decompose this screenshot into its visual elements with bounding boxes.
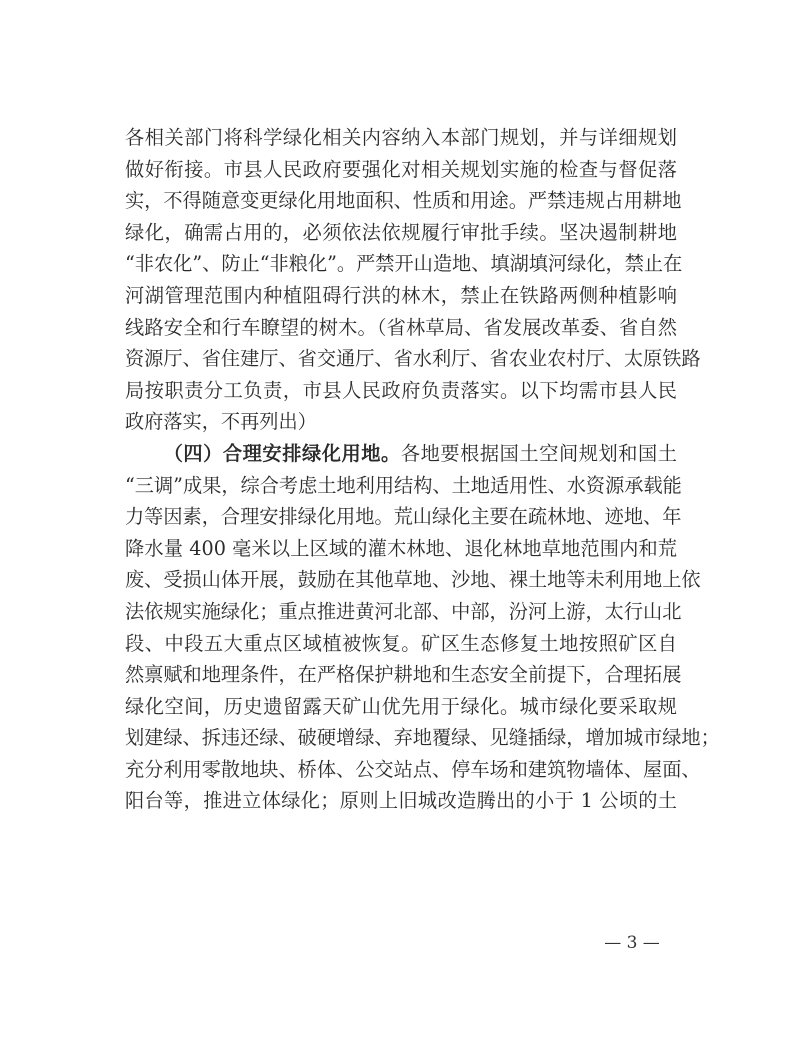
paragraph-line: 线路安全和行车瞭望的树木。（省林草局、省发展改革委、省自然 [125,315,677,339]
paragraph-line: “三调”成果，综合考虑土地利用结构、土地适用性、水资源承载能 [125,473,682,497]
paragraph-line: 降水量 400 毫米以上区域的灌木林地、退化林地草地范围内和荒 [125,536,677,560]
page-number: — 3 — [604,933,660,953]
paragraph-line: 法依规实施绿化；重点推进黄河北部、中部，汾河上游，太行山北 [125,599,682,623]
paragraph-line: 力等因素，合理安排绿化用地。荒山绿化主要在疏林地、迹地、年 [125,505,682,529]
paragraph-line: 实，不得随意变更绿化用地面积、性质和用途。严禁违规占用耕地 [125,189,682,213]
paragraph-line: 充分利用零散地块、桥体、公交站点、停车场和建筑物墙体、屋面、 [125,757,701,781]
section-heading: （四）合理安排绿化用地。 [163,441,401,465]
paragraph-line: 政府落实，不再列出） [125,410,317,434]
paragraph-line: 各相关部门将科学绿化相关内容纳入本部门规划，并与详细规划 [125,126,677,149]
body-text [125,122,720,817]
paragraph-line: 划建绿、拆违还绿、破硬增绿、弃地覆绿、见缝插绿，增加城市绿地； [125,726,720,750]
paragraph-line: 河湖管理范围内种植阻碍行洪的林木，禁止在铁路两侧种植影响 [125,283,677,307]
paragraph-line: 资源厅、省住建厅、省交通厅、省水利厅、省农业农村厅、太原铁路 [125,347,701,371]
section-four-first-line [125,438,677,470]
paragraph-line: 段、中段五大重点区域植被恢复。矿区生态修复土地按照矿区自 [125,631,677,655]
paragraph-line: 绿化空间，历史遗留露天矿山优先用于绿化。城市绿化要采取规 [125,694,677,718]
paragraph-line: 废、受损山体开展，鼓励在其他草地、沙地、裸土地等未利用地上依 [125,568,701,592]
paragraph-line: 绿化，确需占用的，必须依法依规履行审批手续。坚决遏制耕地 [125,220,677,244]
paragraph-line: 做好衔接。市县人民政府要强化对相关规划实施的检查与督促落 [125,157,677,181]
paragraph-line: “非农化”、防止“非粮化”。严禁开山造地、填湖填河绿化，禁止在 [125,252,683,276]
section-text: 各地要根据国土空间规划和国土 [400,441,677,465]
paragraph-line: 阳台等，推进立体绿化；原则上旧城改造腾出的小于 1 公顷的土 [125,789,677,813]
paragraph-line: 局按职责分工负责，市县人民政府负责落实。以下均需市县人民 [125,378,677,402]
paragraph-line: 然禀赋和地理条件，在严格保护耕地和生态安全前提下，合理拓展 [125,663,682,687]
